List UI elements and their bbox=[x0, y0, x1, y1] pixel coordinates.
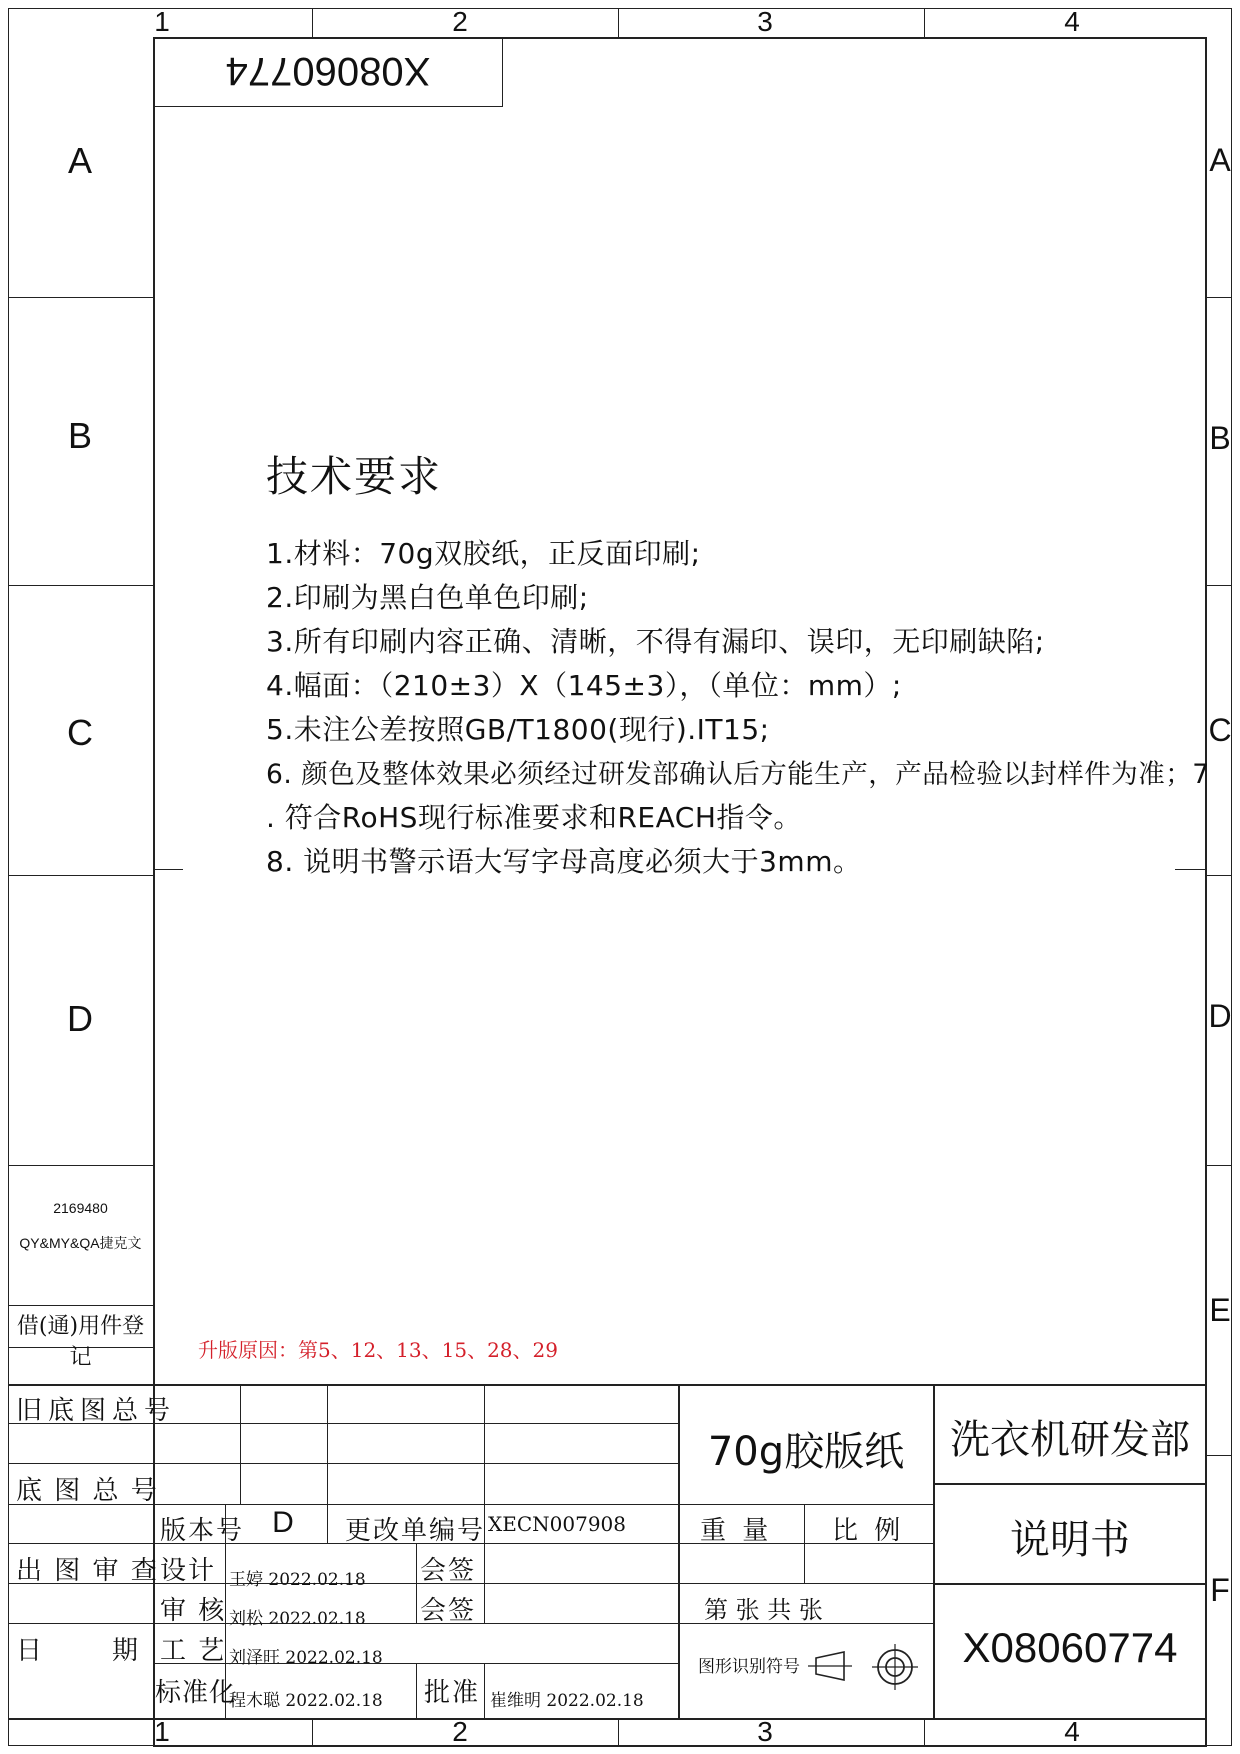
title-line bbox=[678, 1504, 934, 1505]
projection-circle-icon bbox=[872, 1644, 918, 1690]
zone-row-B-right: B bbox=[1209, 420, 1231, 456]
change-no-value: XECN007908 bbox=[488, 1512, 626, 1536]
zone-row-A-left: A bbox=[67, 140, 92, 181]
zone-divider bbox=[1207, 1455, 1232, 1456]
zone-row-A-right: A bbox=[1209, 142, 1231, 178]
borrow-register-label: 借(通)用件登记 bbox=[16, 1314, 145, 1370]
drawing-number: X08060774 bbox=[962, 1624, 1178, 1671]
version-value: D bbox=[272, 1506, 294, 1539]
department-name: 洗衣机研发部 bbox=[950, 1417, 1190, 1463]
title-vline bbox=[416, 1543, 417, 1623]
zone-divider bbox=[312, 1718, 313, 1746]
zone-col-4-top: 4 bbox=[1064, 6, 1080, 37]
zone-col-1-top: 1 bbox=[154, 6, 170, 37]
zone-divider bbox=[8, 585, 153, 586]
old-base-number-label: 旧底图总号 bbox=[16, 1396, 177, 1426]
version-label: 版本号 bbox=[160, 1516, 245, 1546]
zone-col-1-bottom: 1 bbox=[154, 1716, 170, 1747]
weight-label: 重 量 bbox=[700, 1516, 773, 1546]
date-label-2: 期 bbox=[112, 1636, 145, 1666]
zone-divider bbox=[8, 297, 153, 298]
zone-col-3-bottom: 3 bbox=[757, 1716, 773, 1747]
center-mark bbox=[1175, 869, 1207, 870]
zone-divider bbox=[924, 8, 925, 37]
standard-value: 程木聪 2022.02.18 bbox=[229, 1691, 383, 1711]
zone-col-2-top: 2 bbox=[452, 6, 468, 37]
requirement-item: 5.未注公差按照GB/T1800(现行).IT15; bbox=[266, 713, 770, 746]
title-block-bottom bbox=[8, 1718, 1207, 1720]
title-vline bbox=[327, 1384, 328, 1543]
drawing-review-label: 出 图 审 查 bbox=[16, 1556, 159, 1586]
title-vline bbox=[416, 1663, 417, 1718]
title-line bbox=[678, 1583, 934, 1584]
requirements-title: 技术要求 bbox=[266, 452, 443, 501]
requirement-item: 6. 颜色及整体效果必须经过研发部确认后方能生产，产品检验以封样件为准；7 bbox=[266, 759, 1210, 790]
countersign-label-2: 会签 bbox=[420, 1596, 477, 1626]
mirrored-drawing-number: X08060774 bbox=[225, 49, 431, 93]
review-value: 刘松 2022.02.18 bbox=[229, 1609, 366, 1629]
zone-divider bbox=[8, 1305, 153, 1306]
requirement-item: 4.幅面：（210±3）X（145±3），（单位：mm）; bbox=[266, 669, 902, 702]
design-label: 设计 bbox=[160, 1556, 217, 1586]
scale-label: 比 例 bbox=[832, 1516, 905, 1546]
zone-row-F-right: F bbox=[1210, 1572, 1230, 1608]
center-mark bbox=[153, 869, 183, 870]
process-value: 刘泽旺 2022.02.18 bbox=[229, 1648, 383, 1668]
material-name: 70g胶版纸 bbox=[707, 1429, 905, 1475]
zone-row-E-right: E bbox=[1209, 1292, 1231, 1328]
zone-row-B-left: B bbox=[67, 415, 92, 456]
requirement-item: . 符合RoHS现行标准要求和REACH指令。 bbox=[266, 801, 802, 834]
standard-label: 标准化 bbox=[155, 1678, 237, 1708]
zone-divider bbox=[1207, 297, 1232, 298]
title-vline bbox=[484, 1543, 485, 1623]
zone-col-4-bottom: 4 bbox=[1064, 1716, 1080, 1747]
design-value: 王婷 2022.02.18 bbox=[229, 1570, 366, 1590]
requirement-item: 8. 说明书警示语大写字母高度必须大于3mm。 bbox=[266, 845, 862, 878]
requirement-item: 2.印刷为黑白色单色印刷; bbox=[266, 581, 589, 614]
zone-divider bbox=[1207, 1165, 1232, 1166]
zone-divider bbox=[1207, 585, 1232, 586]
title-line bbox=[8, 1543, 679, 1544]
zone-col-2-bottom: 2 bbox=[452, 1716, 468, 1747]
process-label: 工 艺 bbox=[160, 1636, 227, 1666]
title-vline bbox=[484, 1663, 485, 1718]
zone-divider bbox=[8, 1165, 153, 1166]
title-line bbox=[8, 1463, 679, 1464]
title-vline bbox=[804, 1504, 805, 1583]
change-no-label: 更改单编号 bbox=[345, 1516, 486, 1546]
zone-row-C-right: C bbox=[1208, 712, 1232, 748]
title-vline bbox=[240, 1384, 241, 1504]
requirement-item: 3.所有印刷内容正确、清晰，不得有漏印、误印，无印刷缺陷; bbox=[266, 625, 1045, 658]
zone-divider bbox=[312, 8, 313, 37]
approve-label: 批准 bbox=[424, 1678, 481, 1708]
symbol-label: 图形识别符号 bbox=[698, 1657, 800, 1677]
approve-value: 崔维明 2022.02.18 bbox=[490, 1691, 644, 1711]
zone-row-D-left: D bbox=[67, 998, 93, 1039]
zone-divider bbox=[618, 1718, 619, 1746]
title-line bbox=[933, 1583, 1207, 1585]
register-names: QY&MY&QA捷克文 bbox=[19, 1235, 142, 1251]
sheet-count-label: 第 张 共 张 bbox=[704, 1596, 823, 1624]
zone-divider bbox=[618, 8, 619, 37]
zone-col-3-top: 3 bbox=[757, 6, 773, 37]
inner-border bbox=[153, 37, 1207, 1747]
base-number-label: 底 图 总 号 bbox=[16, 1476, 159, 1506]
title-block-top bbox=[8, 1384, 1207, 1386]
projection-cone-icon bbox=[808, 1648, 852, 1684]
zone-divider bbox=[8, 875, 153, 876]
zone-divider bbox=[1207, 875, 1232, 876]
title-line bbox=[933, 1483, 1207, 1485]
register-code: 2169480 bbox=[53, 1200, 108, 1216]
review-label: 审 核 bbox=[160, 1596, 227, 1626]
date-label-1: 日 bbox=[16, 1636, 49, 1666]
zone-row-C-left: C bbox=[67, 712, 93, 753]
document-name: 说明书 bbox=[1010, 1517, 1130, 1563]
zone-divider bbox=[924, 1718, 925, 1746]
zone-row-D-right: D bbox=[1208, 998, 1232, 1034]
requirement-item: 1.材料：70g双胶纸，正反面印刷; bbox=[266, 537, 701, 570]
revision-reason: 升版原因：第5、12、13、15、28、29 bbox=[198, 1338, 558, 1362]
countersign-label-1: 会签 bbox=[420, 1556, 477, 1586]
